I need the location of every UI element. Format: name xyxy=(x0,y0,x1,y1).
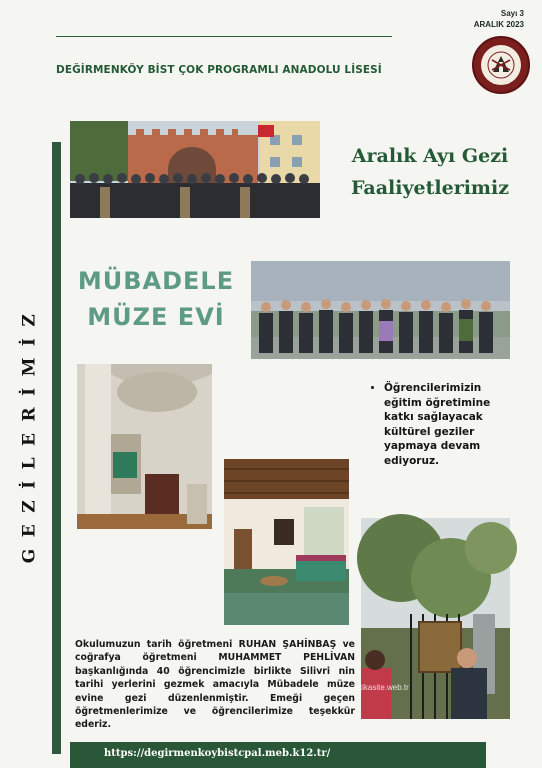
heading-line-1: Aralık Ayı Gezi xyxy=(351,145,509,167)
photo-mosque-interior xyxy=(77,364,212,529)
body-paragraph: Okulumuzun tarih öğretmeni RUHAN ŞAHİNBAŞ ve coğrafya öğretmeni MUHAMMET PEHLİVAN başkanlığında 40 öğrencimizle birlikte Silivri nin tarihi yerlerini gezmek amacıyla Mübadele müze evine gezi düzenlenmiştir. Emeği geçen öğretmenlerimize ve öğrencilerimize teşekkür ederiz. xyxy=(75,639,355,731)
museum-title-line-1: MÜBADELE xyxy=(77,267,235,295)
page-heading xyxy=(330,140,530,204)
heading-line-2: Faaliyetlerimiz xyxy=(350,177,510,199)
footer-url-bar xyxy=(70,742,486,768)
school-name: DEĞİRMENKÖY BİST ÇOK PROGRAMLI ANADOLU LİSESİ xyxy=(56,64,382,76)
issue-number: Sayı 3 xyxy=(500,9,524,18)
side-accent-bar xyxy=(52,142,61,754)
school-seal-logo xyxy=(472,36,530,94)
museum-title-line-2: MÜZE EVİ xyxy=(87,303,225,331)
section-title-vertical xyxy=(18,268,40,598)
section-title-text: GEZİLERİMİZ xyxy=(19,302,40,564)
photo-museum-room xyxy=(224,459,349,625)
issue-info xyxy=(474,8,524,30)
bullet-list xyxy=(370,381,510,468)
top-divider xyxy=(56,36,392,37)
photo-students-at-monument xyxy=(351,518,510,719)
watermark-text: hatikasite.web.tr xyxy=(351,683,409,692)
school-emblem-icon xyxy=(481,45,521,85)
seal-lettering: SİLİVRİ xyxy=(492,80,510,85)
museum-title xyxy=(70,263,242,335)
footer-url-link[interactable]: https://degirmenkoybistcpal.meb.k12.tr/ xyxy=(104,748,331,759)
bullet-item: • Öğrencilerimizin eğitim öğretimine katkı sağlayacak kültürel geziler yapmaya devam ediyoruz. xyxy=(384,381,510,468)
photo-group-outdoors xyxy=(251,261,510,359)
issue-date: ARALIK 2023 xyxy=(473,20,524,29)
photo-group-castle-gate xyxy=(70,121,320,218)
